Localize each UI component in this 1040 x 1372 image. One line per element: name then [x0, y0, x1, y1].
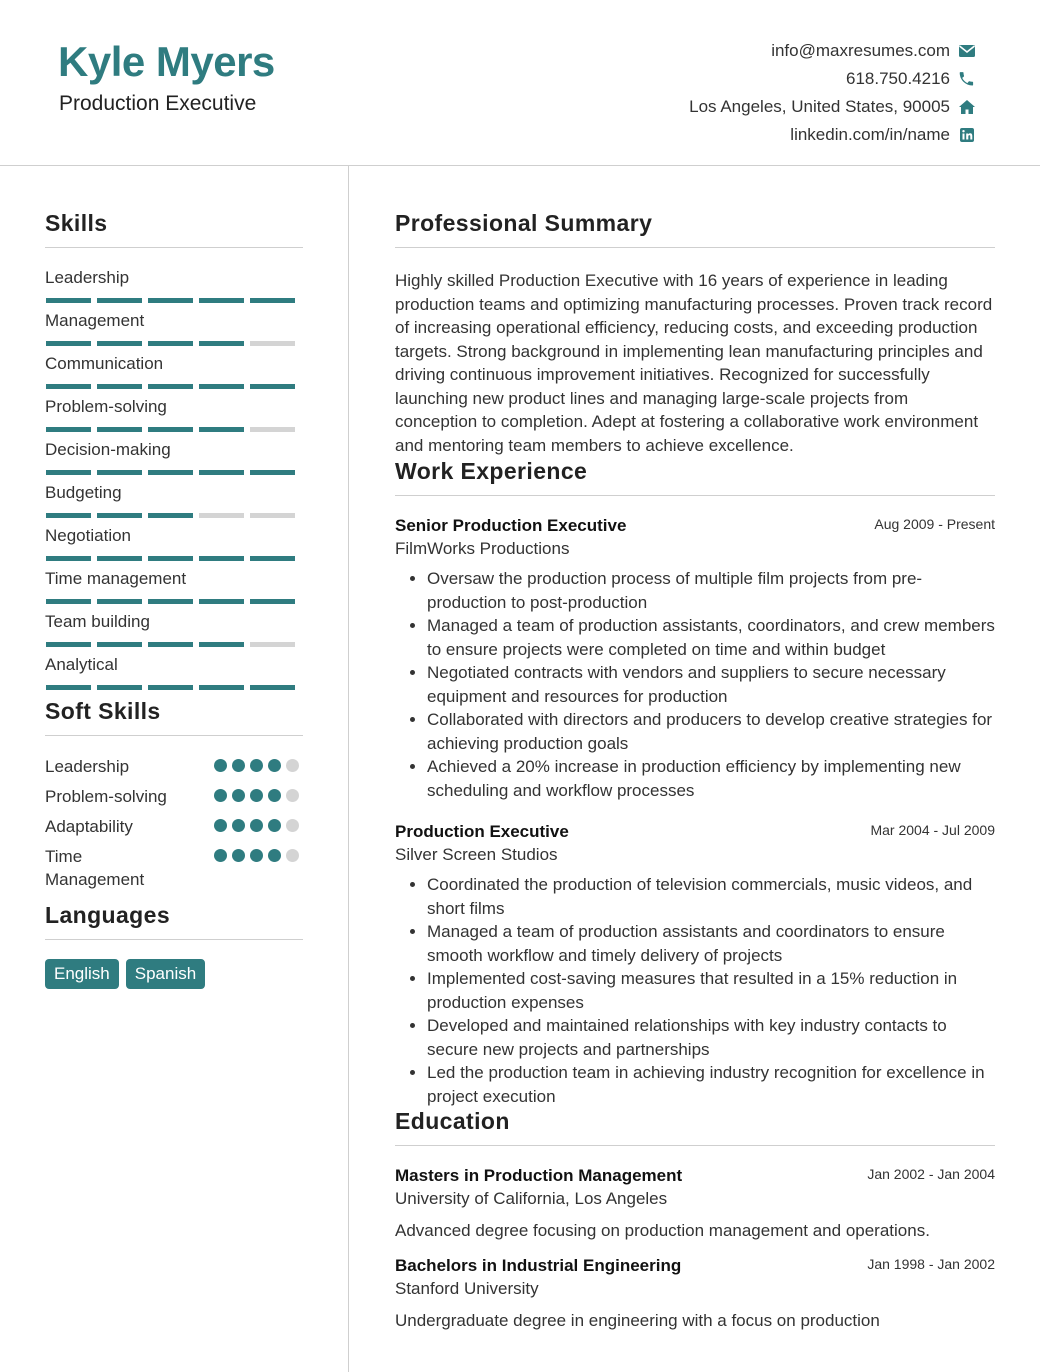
skill-level-bar [46, 341, 295, 346]
contact-email-text: info@maxresumes.com [771, 41, 950, 60]
skill-level-segment [46, 599, 91, 604]
job-bullet: • Developed and maintained relationships with key industry contacts to secure new projects and partnerships [427, 1014, 995, 1061]
degree-title: Masters in Production Management [395, 1166, 683, 1185]
education-entry [395, 1166, 995, 1242]
skill-level-bar [46, 384, 295, 389]
job-date: Mar 2004 - Jul 2009 [870, 822, 995, 838]
skill-level-bar [46, 556, 295, 561]
skill-level-segment [46, 513, 91, 518]
soft-skill-name: Time Management [45, 847, 145, 889]
contact-location [689, 93, 976, 121]
job-bullets [395, 567, 995, 802]
summary-text: Highly skilled Production Executive with 16 years of experience in leading production teams and optimizing manufacturing processes. Proven track record of increasing operational efficiency, reducing costs, and exceeding production targets. Strong background in implementing lean manufacturing principles and driving continuous improvement initiatives. Recognized for successfully launching new product lines and managing large-scale projects from conception to completion. Adept at fostering a collaborative work environment and mentoring team members to achieve excellence. [395, 271, 993, 455]
skills-heading: Skills [45, 210, 303, 248]
summary-heading: Professional Summary [395, 210, 995, 248]
skill-level-segment [148, 599, 193, 604]
languages-heading: Languages [45, 902, 303, 940]
skill-level-segment [199, 685, 244, 690]
skill-level-segment [199, 427, 244, 432]
school-name: University of California, Los Angeles [395, 1189, 668, 1208]
job-bullets [395, 873, 995, 1108]
skill-level-segment [250, 642, 295, 647]
skill-level-segment [97, 599, 142, 604]
language-tag: Spanish [126, 959, 205, 989]
level-dot [214, 819, 227, 832]
skill-name: Budgeting [45, 483, 122, 502]
skill-level-segment [97, 470, 142, 475]
education-list [395, 1166, 995, 1332]
level-dot [250, 819, 263, 832]
level-dot [232, 789, 245, 802]
language-tag: English [45, 959, 119, 989]
skill-level-bar [46, 298, 295, 303]
soft-skill-level [214, 849, 299, 862]
skill-level-segment [199, 556, 244, 561]
skill-level-bar [46, 642, 295, 647]
home-icon [958, 98, 976, 116]
level-dot [268, 789, 281, 802]
soft-skill-item [45, 785, 303, 815]
skill-item [45, 655, 303, 698]
school-name: Stanford University [395, 1279, 539, 1298]
soft-skill-item [45, 755, 303, 785]
skill-level-segment [199, 298, 244, 303]
skill-level-segment [250, 384, 295, 389]
skill-level-segment [148, 470, 193, 475]
main-content [395, 166, 995, 1332]
skill-level-bar [46, 685, 295, 690]
education-section [395, 1108, 995, 1332]
education-date: Jan 2002 - Jan 2004 [867, 1166, 995, 1182]
level-dot [250, 849, 263, 862]
skill-name: Time management [45, 569, 187, 588]
skill-level-segment [46, 427, 91, 432]
contact-linkedin-text: linkedin.com/in/name [790, 125, 950, 144]
level-dot [268, 849, 281, 862]
skill-item [45, 526, 303, 569]
skill-level-segment [46, 298, 91, 303]
skill-level-segment [199, 341, 244, 346]
level-dot [232, 849, 245, 862]
skill-level-bar [46, 470, 295, 475]
skill-level-segment [148, 298, 193, 303]
skill-name: Negotiation [45, 526, 132, 545]
skill-level-segment [46, 642, 91, 647]
soft-skills-list [45, 755, 303, 891]
skill-level-segment [250, 599, 295, 604]
skill-item [45, 569, 303, 612]
candidate-role: Production Executive [59, 92, 257, 115]
candidate-name: Kyle Myers [58, 38, 275, 85]
skill-item [45, 354, 303, 397]
skill-item [45, 397, 303, 440]
languages-section [45, 902, 303, 989]
education-date: Jan 1998 - Jan 2002 [867, 1256, 995, 1272]
soft-skill-level [214, 789, 299, 802]
skill-level-segment [97, 427, 142, 432]
skill-level-segment [148, 513, 193, 518]
skill-name: Team building [45, 612, 150, 631]
skill-item [45, 440, 303, 483]
skill-level-segment [148, 642, 193, 647]
level-dot [286, 759, 299, 772]
skills-section [45, 210, 303, 698]
job-company: Silver Screen Studios [395, 845, 558, 864]
skill-level-bar [46, 427, 295, 432]
skill-level-segment [199, 513, 244, 518]
skill-name: Analytical [45, 655, 118, 674]
skill-level-segment [250, 470, 295, 475]
job-date: Aug 2009 - Present [874, 516, 995, 532]
skill-level-segment [97, 298, 142, 303]
job-bullet: • Achieved a 20% increase in production efficiency by implementing new scheduling and workflow processes [427, 755, 995, 802]
level-dot [286, 849, 299, 862]
linkedin-icon [958, 126, 976, 144]
phone-icon [958, 70, 976, 88]
skill-level-segment [250, 556, 295, 561]
soft-skill-name: Leadership [45, 757, 130, 776]
job-company: FilmWorks Productions [395, 539, 570, 558]
education-description: Advanced degree focusing on production management and operations. [395, 1221, 930, 1240]
skill-level-segment [199, 470, 244, 475]
skill-level-segment [97, 513, 142, 518]
skill-level-segment [250, 427, 295, 432]
job-entry [395, 516, 995, 802]
soft-skill-name: Problem-solving [45, 787, 167, 806]
level-dot [286, 789, 299, 802]
skill-level-segment [46, 685, 91, 690]
skill-level-bar [46, 599, 295, 604]
soft-skills-section [45, 698, 303, 891]
skills-list [45, 268, 303, 698]
skill-level-segment [148, 427, 193, 432]
envelope-icon [958, 42, 976, 60]
skill-level-segment [46, 384, 91, 389]
skill-level-segment [250, 513, 295, 518]
skill-level-segment [199, 599, 244, 604]
skill-level-segment [46, 470, 91, 475]
skill-level-segment [97, 642, 142, 647]
contact-location-text: Los Angeles, United States, 90005 [689, 97, 950, 116]
level-dot [232, 819, 245, 832]
skill-level-segment [97, 685, 142, 690]
contact-list [689, 37, 976, 149]
job-title: Senior Production Executive [395, 516, 627, 535]
level-dot [268, 819, 281, 832]
skill-level-segment [148, 685, 193, 690]
skill-item [45, 612, 303, 655]
soft-skill-item [45, 815, 303, 845]
skill-level-segment [199, 384, 244, 389]
level-dot [250, 789, 263, 802]
education-entry [395, 1256, 995, 1332]
summary-section [395, 210, 995, 457]
contact-linkedin[interactable] [689, 121, 976, 149]
skill-level-segment [199, 642, 244, 647]
soft-skills-heading: Soft Skills [45, 698, 303, 736]
experience-section [395, 458, 995, 1108]
skill-item [45, 311, 303, 354]
soft-skill-level [214, 819, 299, 832]
skill-level-segment [97, 556, 142, 561]
job-title: Production Executive [395, 822, 569, 841]
contact-email[interactable] [689, 37, 976, 65]
skill-name: Management [45, 311, 145, 330]
job-bullet: • Negotiated contracts with vendors and suppliers to secure necessary equipment and resources for production [427, 661, 995, 708]
skill-level-segment [46, 341, 91, 346]
job-bullet: • Implemented cost-saving measures that resulted in a 15% reduction in production expenses [427, 967, 995, 1014]
job-bullet: • Coordinated the production of television commercials, music videos, and short films [427, 873, 995, 920]
skill-item [45, 483, 303, 526]
skill-level-segment [97, 384, 142, 389]
skill-name: Decision-making [45, 440, 171, 459]
level-dot [250, 759, 263, 772]
level-dot [286, 819, 299, 832]
sidebar [0, 166, 349, 1372]
resume-header [0, 0, 1040, 166]
level-dot [214, 759, 227, 772]
soft-skill-item [45, 845, 303, 891]
contact-phone-text: 618.750.4216 [846, 69, 950, 88]
skill-level-segment [148, 384, 193, 389]
skill-item [45, 268, 303, 311]
job-bullet: • Oversaw the production process of multiple film projects from pre-production to post-production [427, 567, 995, 614]
job-bullet: • Collaborated with directors and producers to develop creative strategies for achieving production goals [427, 708, 995, 755]
skill-level-segment [148, 341, 193, 346]
job-bullet: • Led the production team in achieving industry recognition for excellence in project execution [427, 1061, 995, 1108]
skill-level-segment [250, 685, 295, 690]
level-dot [214, 789, 227, 802]
experience-heading: Work Experience [395, 458, 995, 496]
skill-level-segment [97, 341, 142, 346]
skill-name: Communication [45, 354, 164, 373]
soft-skill-name: Adaptability [45, 817, 133, 836]
skill-level-segment [148, 556, 193, 561]
level-dot [268, 759, 281, 772]
skill-level-segment [46, 556, 91, 561]
language-list [45, 959, 303, 989]
contact-phone[interactable] [689, 65, 976, 93]
soft-skill-level [214, 759, 299, 772]
job-bullet: • Managed a team of production assistants and coordinators to ensure smooth workflow and timely delivery of projects [427, 920, 995, 967]
level-dot [232, 759, 245, 772]
skill-level-bar [46, 513, 295, 518]
level-dot [214, 849, 227, 862]
education-description: Undergraduate degree in engineering with a focus on production [395, 1311, 880, 1330]
job-bullet: • Managed a team of production assistants, coordinators, and crew members to ensure projects were completed on time and within budget [427, 614, 995, 661]
degree-title: Bachelors in Industrial Engineering [395, 1256, 682, 1275]
job-list [395, 516, 995, 1108]
job-entry [395, 822, 995, 1108]
skill-name: Problem-solving [45, 397, 167, 416]
education-heading: Education [395, 1108, 995, 1146]
skill-name: Leadership [45, 268, 130, 287]
skill-level-segment [250, 341, 295, 346]
skill-level-segment [250, 298, 295, 303]
